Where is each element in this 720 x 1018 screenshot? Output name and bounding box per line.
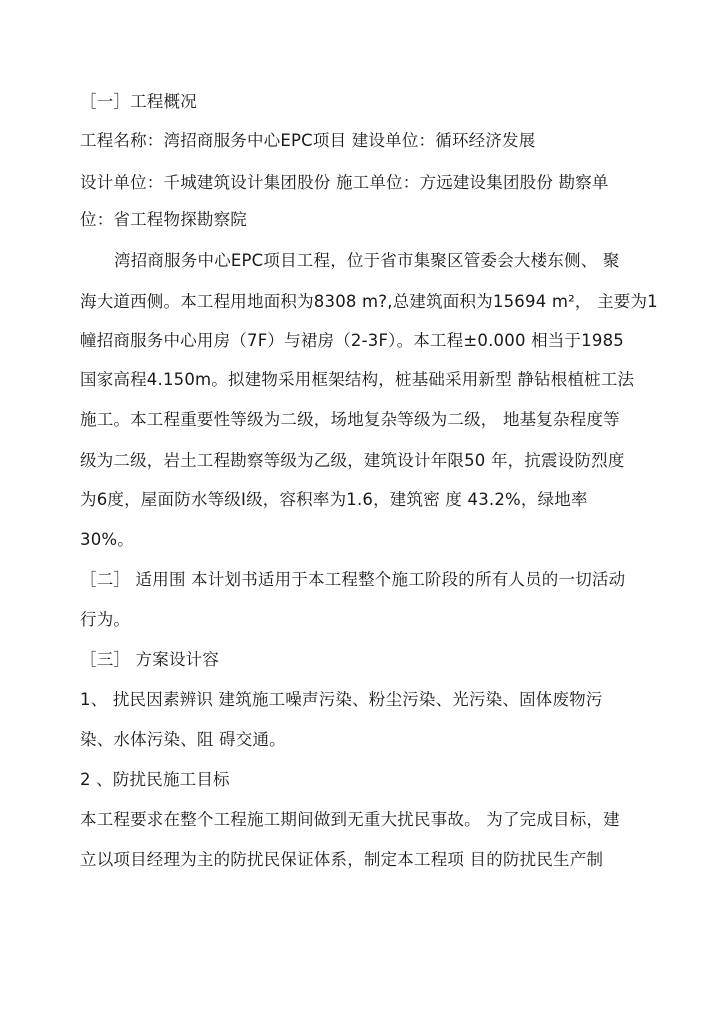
- project-name-line: 工程名称：湾招商服务中心EPC项目 建设单位：循环经济发展: [80, 131, 536, 150]
- body-paragraph-line: 立以项目经理为主的防扰民保证体系，制定本工程项 目的防扰民生产制: [80, 850, 604, 869]
- body-paragraph-line: 海大道西侧。本工程用地面积为8308 m?,总建筑面积为15694 m²， 主要为1: [80, 292, 658, 311]
- section-heading-plan: ［三］ 方案设计容: [80, 650, 220, 669]
- body-paragraph-line: 幢招商服务中心用房（7F）与裙房（2-3F）。本工程±0.000 相当于1985: [80, 331, 624, 350]
- design-unit-line: 设计单位：千城建筑设计集团股份 施工单位：方远建设集团股份 勘察单: [80, 173, 609, 192]
- item-2-heading: 2 、防扰民施工目标: [80, 770, 230, 789]
- survey-unit-line: 位：省工程物探勘察院: [80, 210, 247, 229]
- body-paragraph-line: 国家高程4.150m。拟建物采用框架结构，桩基础采用新型 静钻根植桩工法: [80, 370, 635, 389]
- scope-continuation-line: 行为。: [80, 610, 131, 629]
- body-paragraph-line: 本工程要求在整个工程施工期间做到无重大扰民事故。 为了完成目标，建: [80, 810, 620, 829]
- body-paragraph-line: 湾招商服务中心EPC项目工程，位于省市集聚区管委会大楼东侧、 聚: [114, 251, 620, 270]
- body-paragraph-line: 施工。本工程重要性等级为二级，场地复杂等级为二级， 地基复杂程度等: [80, 410, 620, 429]
- body-paragraph-line: 为6度，屋面防水等级I级，容积率为1.6，建筑密 度 43.2%，绿地率: [80, 490, 588, 509]
- item-1-line: 1、 扰民因素辨识 建筑施工噪声污染、粉尘污染、光污染、固体废物污: [80, 690, 603, 709]
- body-paragraph-line: 级为二级，岩土工程勘察等级为乙级，建筑设计年限50 年，抗震设防烈度: [80, 451, 625, 470]
- body-paragraph-line: 30%。: [80, 530, 134, 549]
- section-heading-scope: ［二］ 适用围 本计划书适用于本工程整个施工阶段的所有人员的一切活动: [80, 570, 626, 589]
- item-1-continuation-line: 染、水体污染、阻 碍交通。: [80, 730, 286, 749]
- section-heading-overview: ［一］工程概况: [80, 92, 197, 111]
